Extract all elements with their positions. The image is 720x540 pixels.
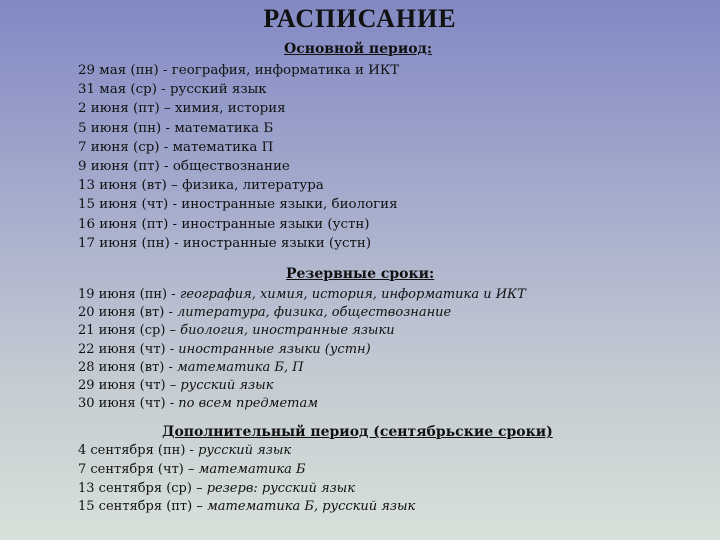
exam-subjects: география, химия, история, информатика и ИКТ: [179, 287, 526, 302]
separator: -: [165, 341, 179, 357]
exam-subjects: математика Б, русский язык: [206, 499, 416, 515]
exam-date: 15 июня (чт): [78, 197, 169, 213]
list-item: [78, 461, 415, 480]
separator: -: [161, 120, 175, 136]
exam-date: 19 июня (пн): [78, 287, 168, 302]
list-item: [78, 322, 526, 340]
list-item: [78, 80, 399, 99]
separator: -: [165, 396, 179, 412]
exam-subjects: резерв: русский язык: [206, 480, 356, 496]
exam-date: 29 июня (чт): [78, 378, 166, 394]
exam-subjects: биология, иностранные языки: [180, 323, 395, 339]
exam-date: 30 июня (чт): [78, 396, 166, 412]
main-period-list: [78, 61, 399, 253]
separator: -: [169, 235, 183, 251]
list-item: [78, 119, 399, 138]
separator: –: [165, 323, 181, 339]
exam-subjects: иностранные языки (устн): [182, 235, 372, 251]
separator: -: [164, 359, 177, 375]
list-item: [78, 176, 399, 195]
exam-subjects: математика Б, П: [176, 359, 304, 375]
separator: -: [167, 287, 180, 302]
list-item: [78, 359, 526, 377]
exam-date: 7 сентября (чт): [78, 461, 184, 477]
separator: –: [159, 101, 175, 117]
list-item: [78, 234, 399, 253]
separator: –: [166, 178, 183, 194]
separator: -: [164, 305, 177, 321]
list-item: [78, 195, 399, 214]
separator: –: [192, 499, 207, 515]
exam-date: 7 июня (ср): [78, 139, 160, 155]
exam-subjects: русский язык: [198, 443, 292, 458]
exam-date: 28 июня (вт): [78, 359, 165, 375]
exam-date: 15 сентября (пт): [78, 499, 193, 515]
separator: –: [183, 461, 199, 477]
separator: -: [168, 216, 182, 232]
exam-date: 4 сентября (пн): [78, 443, 186, 458]
additional-period-heading: Дополнительный период (сентябрьские сроки): [162, 424, 553, 440]
separator: -: [159, 159, 173, 175]
exam-date: 20 июня (вт): [78, 305, 165, 321]
page-title: РАСПИСАНИЕ: [263, 4, 457, 33]
list-item: [78, 138, 399, 157]
exam-subjects: иностранные языки (устн): [178, 341, 371, 357]
exam-subjects: математика Б: [198, 461, 306, 477]
list-item: [78, 99, 399, 118]
exam-subjects: русский язык: [169, 82, 267, 98]
separator: -: [168, 197, 182, 213]
exam-subjects: литература, физика, обществознание: [176, 305, 452, 321]
exam-date: 13 июня (вт): [78, 178, 167, 194]
list-item: [78, 341, 526, 359]
exam-subjects: математика Б: [174, 120, 274, 136]
separator: –: [165, 378, 181, 394]
exam-date: 2 июня (пт): [78, 101, 160, 117]
exam-date: 9 июня (пт): [78, 159, 160, 175]
separator: -: [185, 443, 199, 458]
separator: –: [191, 480, 207, 496]
exam-date: 22 июня (чт): [78, 341, 166, 357]
exam-date: 21 июня (ср): [78, 323, 166, 339]
separator: -: [158, 63, 172, 78]
list-item: [78, 61, 399, 80]
exam-date: 13 сентября (ср): [78, 480, 192, 496]
reserve-period-list: [78, 286, 526, 413]
exam-date: 29 мая (пн): [78, 63, 159, 78]
exam-subjects: иностранные языки (устн): [181, 216, 370, 232]
exam-subjects: физика, литература: [182, 178, 324, 194]
exam-date: 16 июня (пт): [78, 216, 169, 232]
exam-date: 17 июня (пн): [78, 235, 170, 251]
reserve-period-heading: Резервные сроки:: [286, 266, 435, 282]
exam-subjects: география, информатика и ИКТ: [171, 63, 400, 78]
exam-subjects: по всем предметам: [178, 396, 319, 412]
list-item: [78, 442, 415, 461]
list-item: [78, 395, 526, 413]
list-item: [78, 215, 399, 234]
list-item: [78, 304, 526, 322]
list-item: [78, 498, 415, 517]
exam-date: 5 июня (пн): [78, 120, 162, 136]
list-item: [78, 480, 415, 499]
list-item: [78, 286, 526, 304]
exam-subjects: математика П: [172, 139, 274, 155]
exam-subjects: русский язык: [180, 378, 274, 394]
additional-period-list: [78, 442, 415, 517]
exam-subjects: обществознание: [172, 159, 290, 175]
exam-subjects: химия, история: [175, 101, 286, 117]
separator: -: [156, 82, 170, 98]
exam-subjects: иностранные языки, биология: [181, 197, 398, 213]
separator: -: [159, 139, 173, 155]
exam-date: 31 мая (ср): [78, 82, 157, 98]
list-item: [78, 377, 526, 395]
list-item: [78, 157, 399, 176]
main-period-heading: Основной период:: [284, 41, 433, 57]
